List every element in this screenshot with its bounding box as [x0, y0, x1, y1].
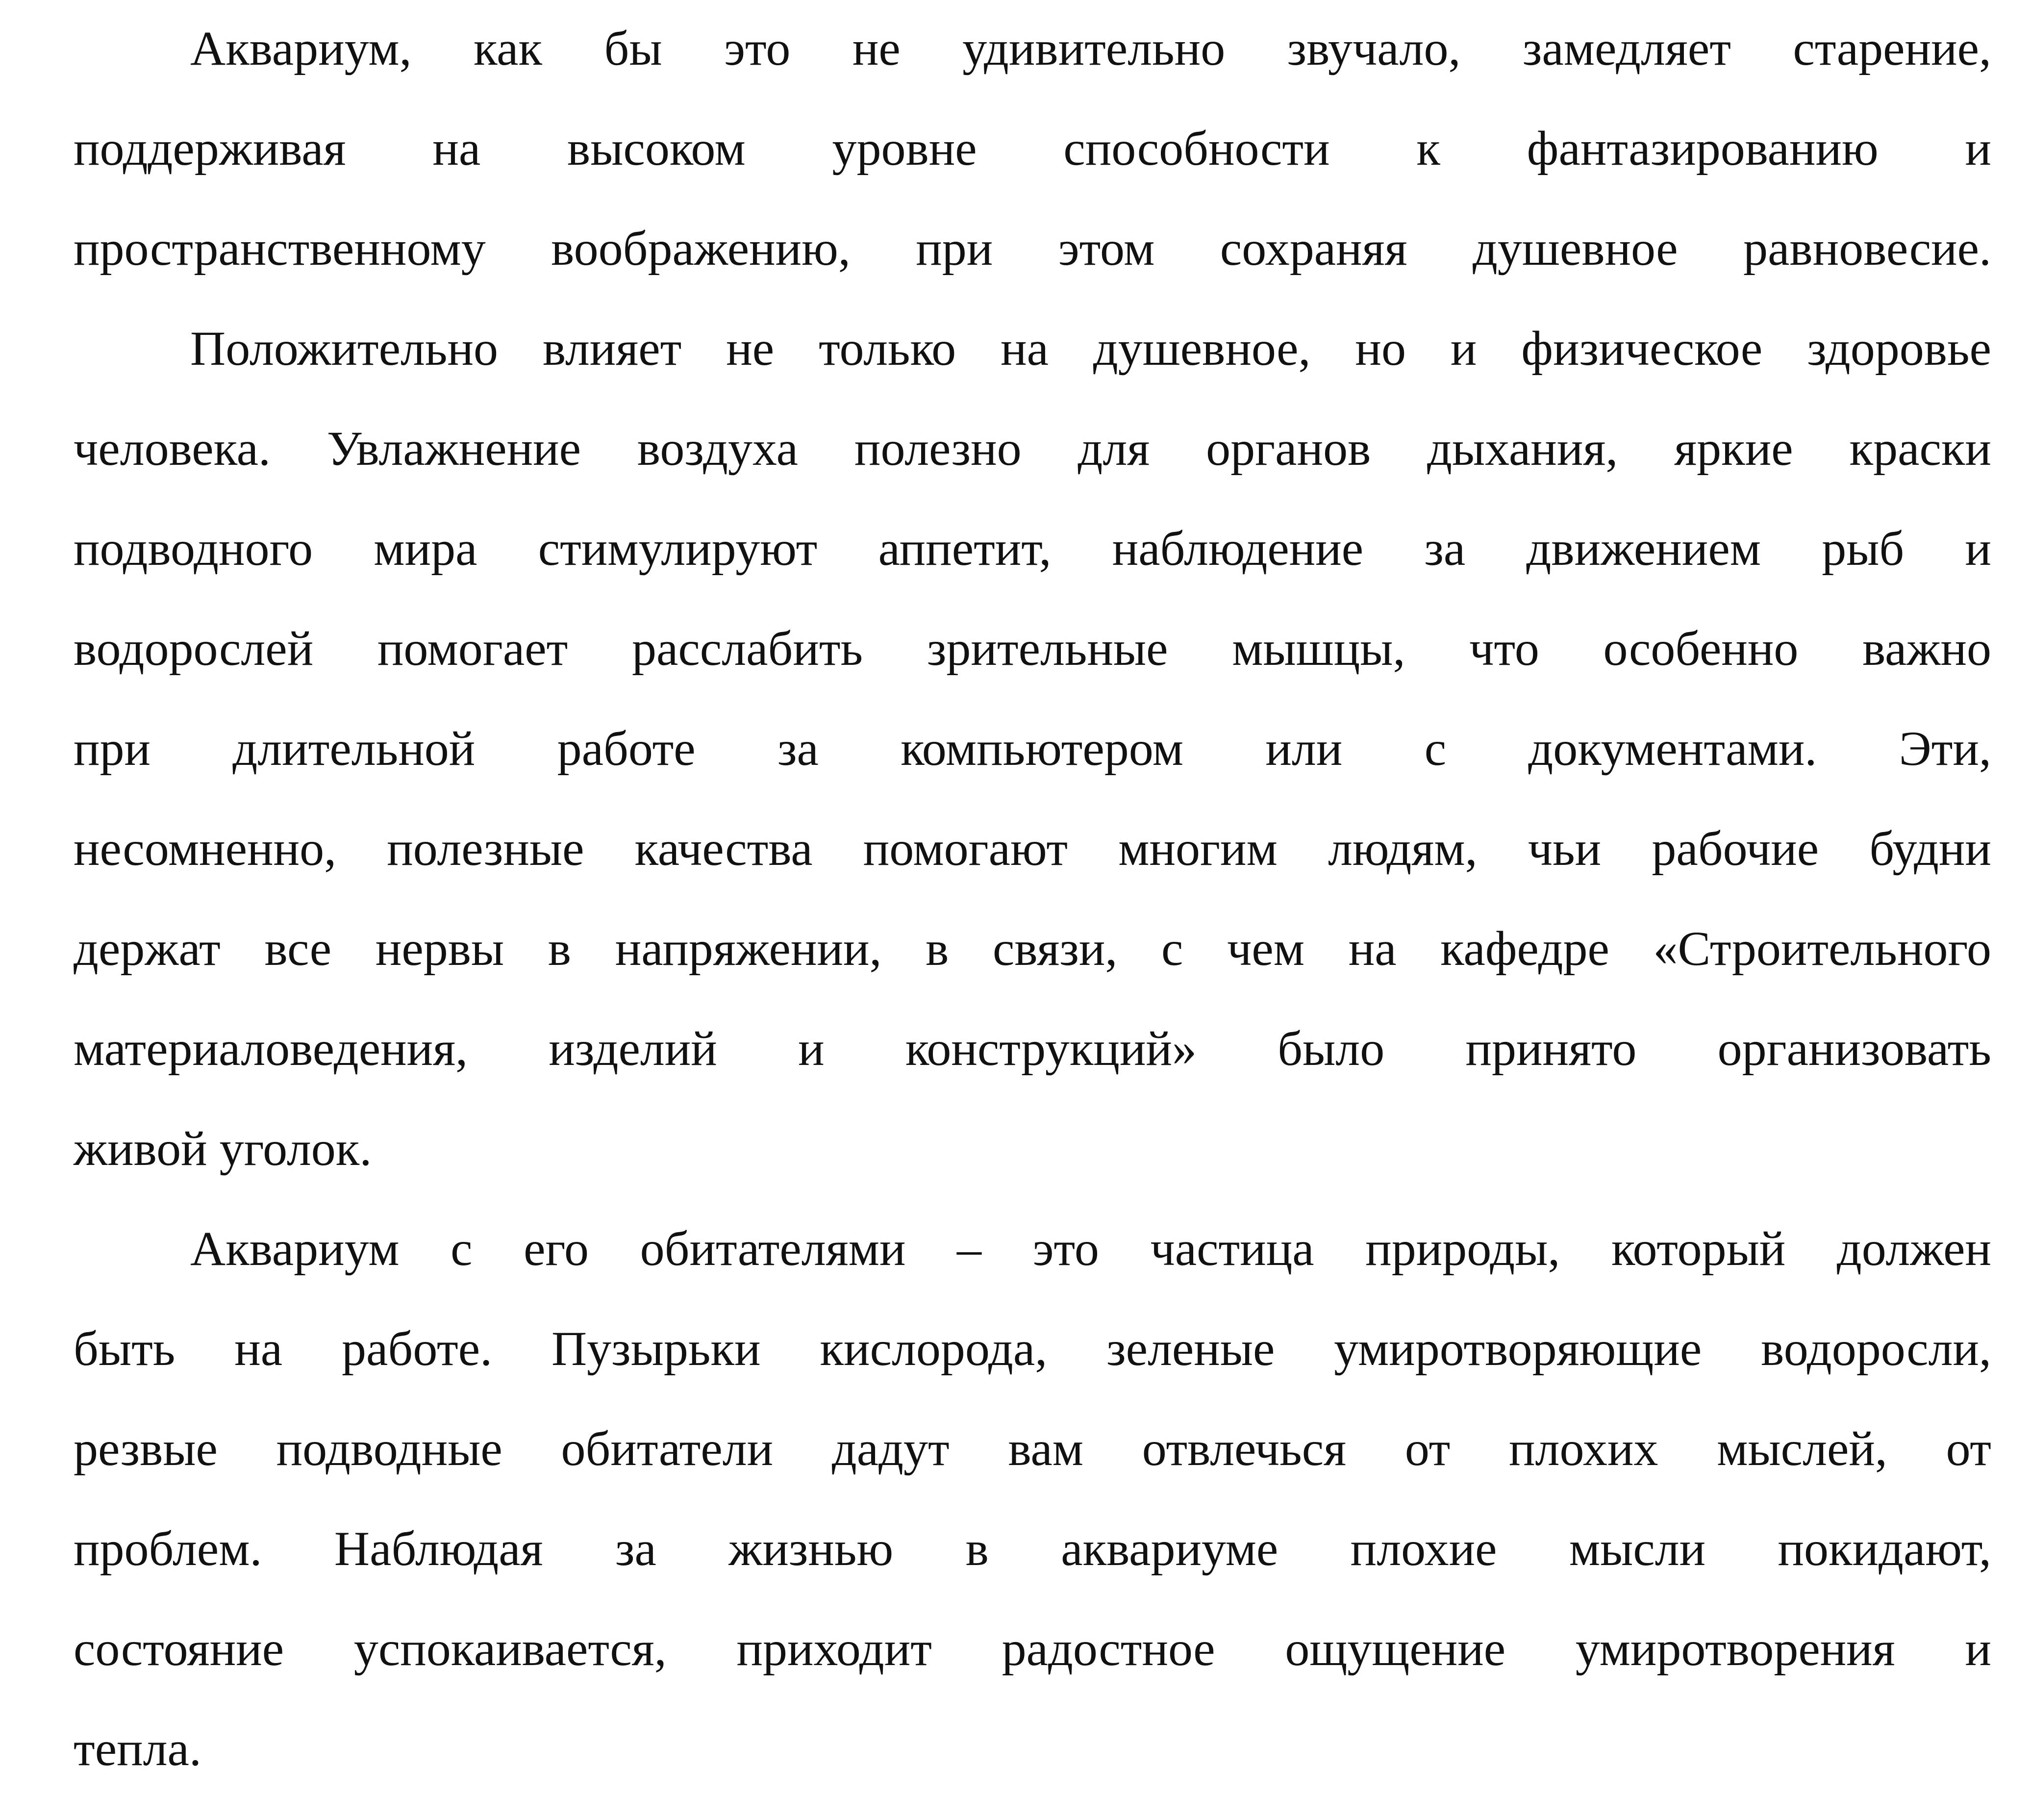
text-line: Аквариум, как бы это не удивительно звучало, замедляет старение,	[190, 21, 1991, 76]
text-line: проблем. Наблюдая за жизнью в аквариуме плохие мысли покидают,	[74, 1521, 1991, 1576]
paragraph-1	[74, 20, 1991, 320]
paragraph-2	[74, 320, 1991, 1220]
text-line: живой уголок.	[74, 1121, 372, 1176]
text-line: при длительной работе за компьютером или с документами. Эти,	[74, 721, 1991, 776]
document-page	[74, 20, 1991, 1820]
text-line: тепла.	[74, 1721, 201, 1776]
text-line: подводного мира стимулируют аппетит, наблюдение за движением рыб и	[74, 521, 1991, 576]
text-line: держат все нервы в напряжении, в связи, с чем на кафедре «Строительного	[74, 921, 1991, 976]
text-line: водорослей помогает расслабить зрительные мышцы, что особенно важно	[74, 621, 1991, 676]
text-line: человека. Увлажнение воздуха полезно для органов дыхания, яркие краски	[74, 421, 1991, 476]
text-line: резвые подводные обитатели дадут вам отвлечься от плохих мыслей, от	[74, 1421, 1991, 1476]
text-line: материаловедения, изделий и конструкций» было принято организовать	[74, 1021, 1991, 1076]
text-line: несомненно, полезные качества помогают многим людям, чьи рабочие будни	[74, 821, 1991, 876]
paragraph-3	[74, 1220, 1991, 1820]
text-line: состояние успокаивается, приходит радостное ощущение умиротворения и	[74, 1621, 1991, 1676]
text-line: поддерживая на высоком уровне способности к фантазированию и	[74, 121, 1991, 176]
text-line: Положительно влияет не только на душевное, но и физическое здоровье	[190, 321, 1991, 376]
text-line: Аквариум с его обитателями – это частица природы, который должен	[190, 1221, 1991, 1276]
text-line: быть на работе. Пузырьки кислорода, зеленые умиротворяющие водоросли,	[74, 1321, 1991, 1376]
text-line: пространственному воображению, при этом сохраняя душевное равновесие.	[74, 221, 1991, 276]
